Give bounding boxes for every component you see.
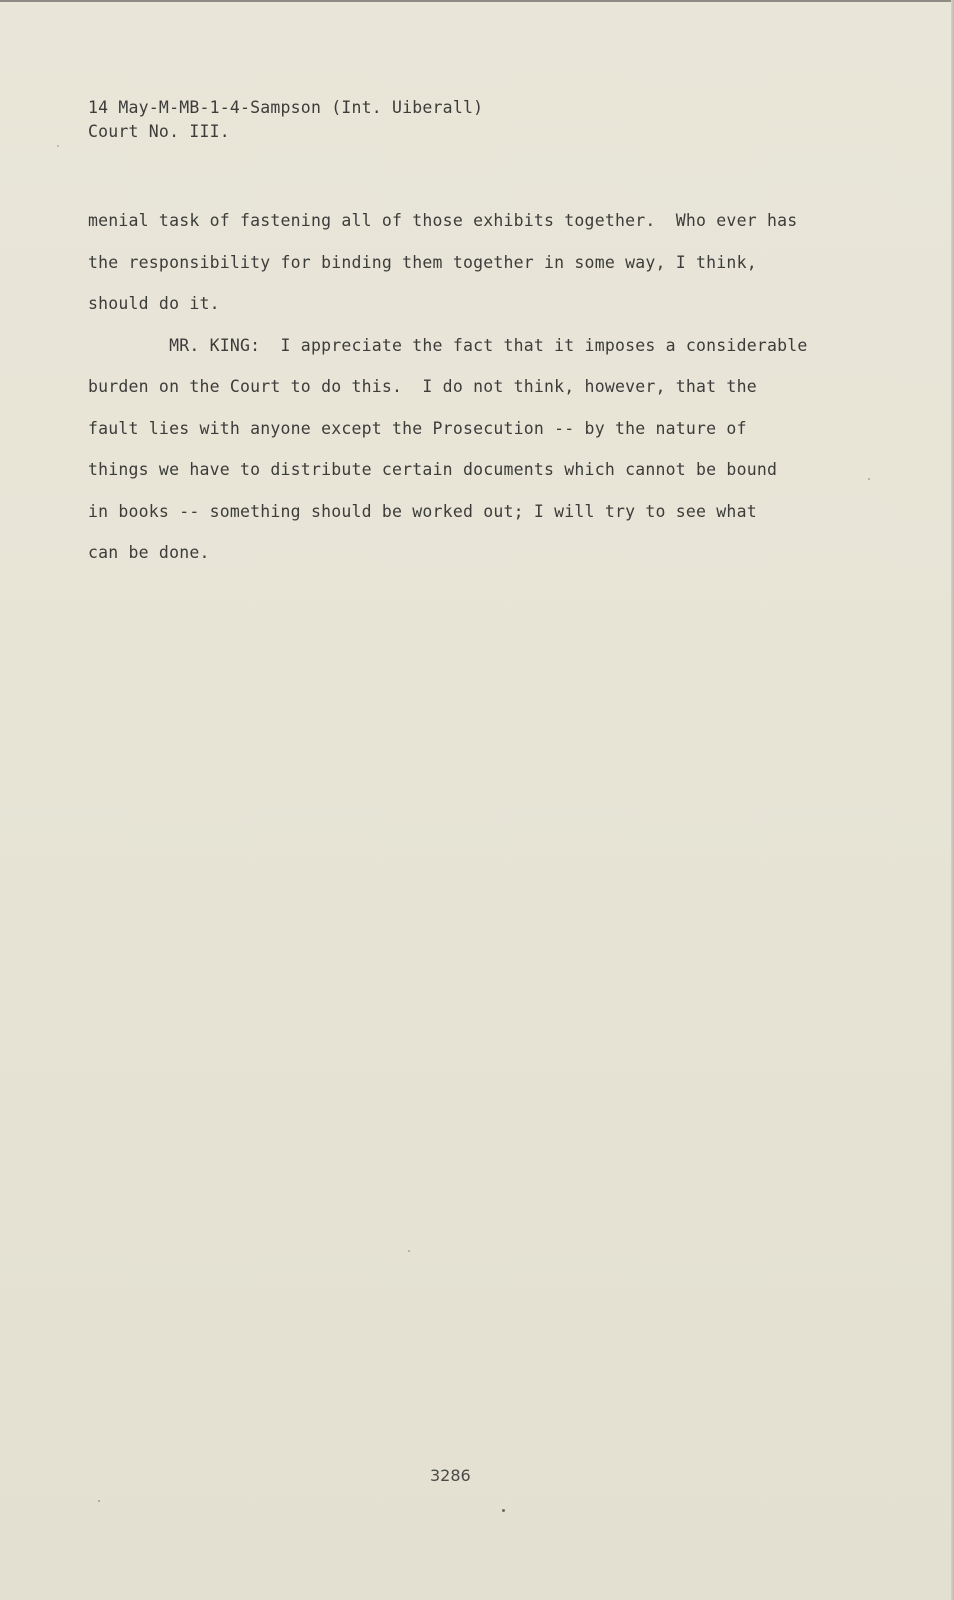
transcript-line: burden on the Court to do this. I do not think, however, that the	[88, 377, 757, 396]
transcript-line: the responsibility for binding them together in some way, I think,	[88, 252, 757, 272]
transcript-line: in books -- something should be worked out; I will try to see what	[88, 501, 757, 521]
header-session-line: 14 May-M-MB-1-4-Sampson (Int. Uiberall)	[88, 98, 484, 117]
paper-speck	[408, 1250, 410, 1252]
top-edge	[0, 0, 954, 2]
header-court-line: Court No. III.	[88, 122, 230, 141]
transcript-line: MR. KING: I appreciate the fact that it imposes a considerable	[88, 335, 808, 355]
paper-speck	[98, 1500, 100, 1502]
document-header	[88, 96, 483, 144]
transcript-line: should do it.	[88, 294, 220, 313]
transcript-body	[88, 200, 878, 574]
transcript-line: can be done.	[88, 543, 210, 562]
transcript-line: menial task of fastening all of those exhibits together. Who ever has	[88, 211, 798, 230]
transcript-line: things we have to distribute certain documents which cannot be bound	[88, 460, 778, 479]
paper-speck	[868, 478, 870, 480]
page-number: 3286	[430, 1466, 471, 1485]
paper-speck	[57, 145, 59, 147]
transcript-line: fault lies with anyone except the Prosecution -- by the nature of	[88, 418, 747, 438]
paper-speck	[502, 1509, 505, 1512]
